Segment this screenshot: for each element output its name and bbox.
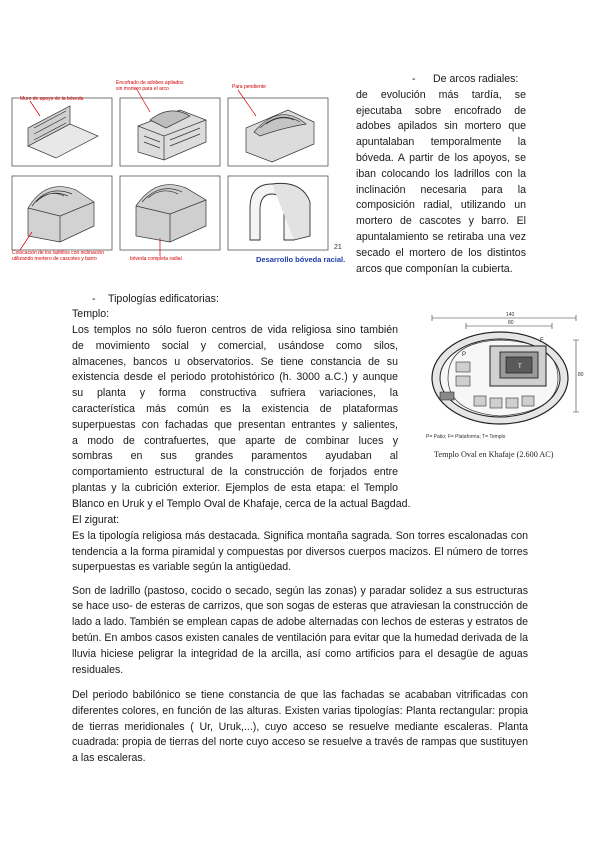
temple-line: plantas y la cubrición exterior. Ejemplos de esta etapa: el Templo xyxy=(72,481,398,494)
ziggurat-paragraph-1: Es la tipología religiosa más destacada. Significa montaña sagrada. Son torres escalonadas con tendencia a la forma piramidal y compuestas por diversos cuerpos macizos. El número de torres superpuestas es variable según la antigüedad. xyxy=(72,529,528,574)
panel-inclined-bricks xyxy=(28,187,94,242)
temple-line: existencia desde el periodo protohistórico (h. 3000 a.C.) y aunque xyxy=(72,371,398,384)
temple-line: característica más común es la existencia de plataformas xyxy=(72,402,398,415)
figure-title: Desarrollo bóveda racial. xyxy=(256,255,346,264)
svg-text:P: P xyxy=(462,352,467,358)
temple-line: Los templos no sólo fueron centros de vida religiosa sino también xyxy=(72,324,398,336)
temple-line: superpuestas con fachadas que presentan entrantes y salientes, xyxy=(72,418,398,431)
radial-lead: De arcos radiales: xyxy=(433,73,519,85)
temple-heading: Templo: xyxy=(72,308,110,320)
temple-caption: Templo Oval en Khafaje (2.600 AC) xyxy=(434,450,554,459)
svg-text:T: T xyxy=(518,364,522,370)
panel-adobe-formwork xyxy=(138,110,206,160)
temple-line: su planta y forma constructiva sufriera variaciones, la xyxy=(72,387,398,400)
panel-arch-section xyxy=(250,183,310,240)
temple-paragraph xyxy=(72,323,411,513)
radial-bullet: - xyxy=(412,73,416,85)
dimension-inner: 80 xyxy=(508,320,514,326)
temple-line: Blanco en Uruk y el Templo Oval de Khafaje, cerca de la actual Bagdad. xyxy=(72,497,411,510)
caption-slope: Para pendiente xyxy=(232,84,266,90)
figure-number: 21 xyxy=(334,244,342,251)
temple-line: comportamiento estructural de la construcción de forjados entre xyxy=(72,466,398,479)
vault-construction-figure xyxy=(10,76,354,276)
caption-complete-vault: bóveda completa radial xyxy=(130,256,182,262)
panel-complete-vault xyxy=(136,185,206,242)
temple-oval-figure xyxy=(426,312,586,462)
caption-bricks-line1: Colocación de los ladrillos con inclinación xyxy=(12,250,104,256)
typologies-bullet: - xyxy=(92,293,96,305)
temple-legend: P= Patio; F= Plataforma; T= Templo xyxy=(426,434,506,440)
ziggurat-heading: El zigurat: xyxy=(72,514,120,526)
panel-slope xyxy=(246,110,314,162)
temple-line: a modo de contrafuertes, que aparte de combinar luces y xyxy=(72,434,398,447)
dimension-side: 80 xyxy=(578,372,584,378)
caption-formwork-line1: Encofrado de adobes apilados xyxy=(116,80,184,86)
caption-support-wall: Muro de apoyo de la bóveda xyxy=(20,96,84,102)
caption-bricks-line2: utilizando mortero de cascotes y barro xyxy=(12,256,97,262)
svg-text:F: F xyxy=(540,338,544,344)
ziggurat-paragraph-3: Del periodo babilónico se tiene constancia de que las fachadas se acababan vitrificadas con diferentes colores, en función de las alturas. Existen varias tipologías: Planta rectangular: propia de tierras meridionales ( Ur, Uruk,...), cuyo acceso se resuelve mediante escaleras. Planta cuadrada: propia de tierras del norte cuyo acceso se resuelve a través de rampas que sustituyen a las escaleras. xyxy=(72,689,528,765)
caption-formwork-line2: sin mortero para el arco xyxy=(116,86,169,92)
temple-line: sombras en sus grandes paramentos ayudaban al xyxy=(72,450,398,463)
temple-line: de movimiento social y comercial, usándose como silos, xyxy=(72,339,398,352)
vault-steps-illustration xyxy=(10,76,354,276)
dimension-top: 140 xyxy=(506,312,515,318)
radial-paragraph: de evolución más tardía, se ejecutaba sobre encofrado de adobes apilados sin mortero que apuntalaban temporalmente la bóveda. A partir de los apoyos, se iban colocando los ladrillos con la inclinación necesaria para la composición radial, utilizando un mortero de cascotes y barro. El apuntalamiento se retiraba una vez secado el mortero de los distintos arcos que componían la cubierta. xyxy=(356,88,526,275)
typologies-heading: Tipologías edificatorias: xyxy=(108,293,219,305)
ziggurat-paragraph-2: Son de ladrillo (pastoso, cocido o secado, según las zonas) y paradar solidez a sus estructuras se hace uso- de esteras de carrizos, que son sogas de esteras que atraviesan la construcción de lado a lado. También se emplean capas de adobe alternadas con lechos de esteras y estratos de betún. En ambos casos existen canales de ventilación para evitar que la humedad derivada de la lluvia hiciese peligrar la integridad de la arcilla, así como artificios para el desagüe de aguas residuales. xyxy=(72,584,528,676)
temple-line: almacenes, bancos u observatorios. Se tiene constancia de su xyxy=(72,355,398,368)
